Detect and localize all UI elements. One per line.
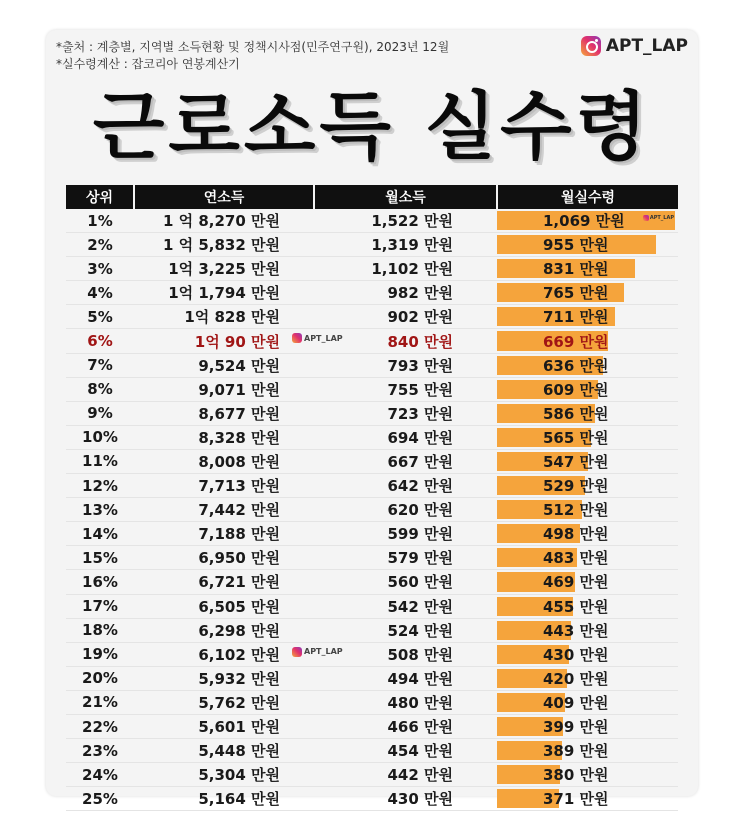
monthly-net-value: 483 만원 bbox=[543, 549, 609, 568]
monthly-net-value: 409 만원 bbox=[543, 693, 609, 712]
table-header-row bbox=[66, 185, 678, 209]
monthly-net-value: 609 만원 bbox=[543, 380, 609, 399]
cell-annual-income: 5,932 만원 bbox=[134, 666, 314, 690]
cell-annual-income: 8,008 만원 bbox=[134, 449, 314, 473]
cell-monthly-net bbox=[497, 498, 678, 522]
monthly-income-value: 442 만원 bbox=[387, 766, 453, 785]
cell-monthly-income bbox=[314, 401, 497, 425]
monthly-income-value: 902 만원 bbox=[387, 308, 453, 327]
watermark-label: APT_LAP bbox=[304, 333, 343, 343]
monthly-income-value: 494 만원 bbox=[387, 669, 453, 688]
cell-annual-income: 6,102 만원 bbox=[134, 642, 314, 666]
cell-rank: 19% bbox=[66, 642, 134, 666]
monthly-net-value: 636 만원 bbox=[543, 356, 609, 375]
page-title: 근로소득 실수령 bbox=[92, 84, 652, 170]
table-row bbox=[66, 401, 678, 425]
monthly-income-value: 793 만원 bbox=[387, 356, 453, 375]
cell-monthly-net bbox=[497, 618, 678, 642]
cell-monthly-income bbox=[314, 425, 497, 449]
table-row bbox=[66, 666, 678, 690]
monthly-net-value: 420 만원 bbox=[543, 669, 609, 688]
cell-monthly-net bbox=[497, 401, 678, 425]
monthly-income-value: 642 만원 bbox=[387, 477, 453, 496]
cell-monthly-income bbox=[314, 233, 497, 257]
monthly-net-value: 380 만원 bbox=[543, 766, 609, 785]
cell-annual-income: 1억 828 만원 bbox=[134, 305, 314, 329]
instagram-handle[interactable] bbox=[581, 36, 688, 56]
monthly-net-value: 443 만원 bbox=[543, 621, 609, 640]
cell-monthly-income bbox=[314, 787, 497, 811]
table-row bbox=[66, 594, 678, 618]
monthly-net-value: 529 만원 bbox=[543, 477, 609, 496]
monthly-net-value: 586 만원 bbox=[543, 404, 609, 423]
cell-rank: 10% bbox=[66, 425, 134, 449]
header-monthly-income: 월소득 bbox=[314, 185, 497, 209]
cell-annual-income: 8,328 만원 bbox=[134, 425, 314, 449]
cell-annual-income: 1억 1,794 만원 bbox=[134, 281, 314, 305]
instagram-icon bbox=[292, 333, 302, 343]
monthly-income-value: 542 만원 bbox=[387, 597, 453, 616]
cell-monthly-income bbox=[314, 546, 497, 570]
cell-rank: 25% bbox=[66, 787, 134, 811]
header-annual-income: 연소득 bbox=[134, 185, 314, 209]
monthly-net-value: 498 만원 bbox=[543, 525, 609, 544]
watermark-label: APT_LAP bbox=[304, 647, 343, 657]
cell-monthly-net bbox=[497, 233, 678, 257]
monthly-net-value: 512 만원 bbox=[543, 501, 609, 520]
monthly-income-value: 1,319 만원 bbox=[371, 236, 453, 255]
cell-annual-income: 7,713 만원 bbox=[134, 474, 314, 498]
cell-monthly-income bbox=[304, 642, 497, 666]
cell-monthly-net bbox=[497, 353, 678, 377]
cell-annual-income: 5,164 만원 bbox=[134, 787, 314, 811]
monthly-net-value: 1,069 만원 bbox=[543, 212, 625, 231]
watermark-label: APT_LAP bbox=[649, 215, 674, 221]
cell-annual-income: 9,524 만원 bbox=[134, 353, 314, 377]
cell-monthly-net bbox=[497, 763, 678, 787]
cell-rank: 4% bbox=[66, 281, 134, 305]
monthly-net-value: 565 만원 bbox=[543, 428, 609, 447]
cell-rank: 6% bbox=[66, 329, 134, 353]
cell-annual-income: 7,442 만원 bbox=[134, 498, 314, 522]
cell-annual-income: 9,071 만원 bbox=[134, 377, 314, 401]
cell-monthly-income bbox=[314, 522, 497, 546]
cell-monthly-net bbox=[497, 714, 678, 738]
table-row bbox=[66, 209, 678, 233]
cell-rank: 21% bbox=[66, 690, 134, 714]
table-row bbox=[66, 763, 678, 787]
income-table bbox=[66, 185, 678, 811]
calculation-note: *실수령계산 : 잡코리아 연봉계산기 bbox=[56, 57, 240, 71]
monthly-income-value: 1,102 만원 bbox=[371, 260, 453, 279]
cell-rank: 8% bbox=[66, 377, 134, 401]
cell-annual-income: 6,950 만원 bbox=[134, 546, 314, 570]
cell-annual-income: 6,505 만원 bbox=[134, 594, 314, 618]
monthly-income-value: 524 만원 bbox=[387, 621, 453, 640]
cell-rank: 2% bbox=[66, 233, 134, 257]
cell-monthly-income bbox=[314, 690, 497, 714]
monthly-net-value: 469 만원 bbox=[543, 573, 609, 592]
cell-rank: 9% bbox=[66, 401, 134, 425]
cell-annual-income: 5,762 만원 bbox=[134, 690, 314, 714]
monthly-income-value: 667 만원 bbox=[387, 452, 453, 471]
cell-monthly-income bbox=[314, 449, 497, 473]
cell-rank: 12% bbox=[66, 474, 134, 498]
monthly-income-value: 982 만원 bbox=[387, 284, 453, 303]
cell-rank: 22% bbox=[66, 714, 134, 738]
table-row bbox=[66, 281, 678, 305]
cell-annual-income: 6,298 만원 bbox=[134, 618, 314, 642]
watermark bbox=[292, 647, 343, 657]
cell-rank: 23% bbox=[66, 739, 134, 763]
table-row bbox=[66, 425, 678, 449]
cell-annual-income: 1억 90 만원 bbox=[134, 329, 314, 353]
watermark bbox=[292, 333, 343, 343]
infographic-card bbox=[46, 30, 698, 809]
cell-annual-income: 1억 3,225 만원 bbox=[134, 257, 314, 281]
cell-rank: 7% bbox=[66, 353, 134, 377]
cell-rank: 5% bbox=[66, 305, 134, 329]
table-row bbox=[66, 787, 678, 811]
cell-annual-income: 5,448 만원 bbox=[134, 739, 314, 763]
cell-rank: 16% bbox=[66, 570, 134, 594]
cell-monthly-net bbox=[497, 594, 678, 618]
cell-monthly-income bbox=[314, 305, 497, 329]
monthly-income-value: 840 만원 bbox=[387, 332, 453, 351]
table-row bbox=[66, 739, 678, 763]
cell-monthly-net bbox=[497, 739, 678, 763]
table-row bbox=[66, 353, 678, 377]
cell-rank: 13% bbox=[66, 498, 134, 522]
cell-monthly-net bbox=[497, 257, 678, 281]
cell-rank: 18% bbox=[66, 618, 134, 642]
instagram-icon bbox=[643, 215, 649, 221]
cell-monthly-income bbox=[314, 594, 497, 618]
cell-annual-income: 1 억 5,832 만원 bbox=[134, 233, 314, 257]
monthly-net-value: 547 만원 bbox=[543, 452, 609, 471]
monthly-net-value: 399 만원 bbox=[543, 718, 609, 737]
cell-rank: 15% bbox=[66, 546, 134, 570]
cell-rank: 24% bbox=[66, 763, 134, 787]
monthly-net-value: 831 만원 bbox=[543, 260, 609, 279]
cell-monthly-net bbox=[497, 449, 678, 473]
monthly-income-value: 1,522 만원 bbox=[371, 212, 453, 231]
cell-rank: 3% bbox=[66, 257, 134, 281]
monthly-net-value: 389 만원 bbox=[543, 742, 609, 761]
monthly-net-value: 669 만원 bbox=[543, 332, 609, 351]
table-row bbox=[66, 498, 678, 522]
cell-annual-income: 8,677 만원 bbox=[134, 401, 314, 425]
monthly-income-value: 508 만원 bbox=[387, 645, 453, 664]
cell-rank: 11% bbox=[66, 449, 134, 473]
cell-monthly-income bbox=[314, 739, 497, 763]
monthly-income-value: 694 만원 bbox=[387, 428, 453, 447]
table-row bbox=[66, 546, 678, 570]
table-row bbox=[66, 522, 678, 546]
header-rank: 상위 bbox=[66, 185, 134, 209]
cell-monthly-net bbox=[497, 474, 678, 498]
cell-monthly-net bbox=[497, 281, 678, 305]
monthly-income-value: 599 만원 bbox=[387, 525, 453, 544]
cell-annual-income: 6,721 만원 bbox=[134, 570, 314, 594]
cell-annual-income: 5,304 만원 bbox=[134, 763, 314, 787]
table-row bbox=[66, 474, 678, 498]
monthly-income-value: 454 만원 bbox=[387, 742, 453, 761]
cell-monthly-income bbox=[314, 474, 497, 498]
handle-label: APT_LAP bbox=[605, 36, 688, 56]
table-row bbox=[66, 570, 678, 594]
table-row bbox=[66, 305, 678, 329]
cell-monthly-net bbox=[497, 690, 678, 714]
monthly-net-value: 955 만원 bbox=[543, 236, 609, 255]
cell-rank: 1% bbox=[66, 209, 134, 233]
table-row bbox=[66, 257, 678, 281]
cell-monthly-net bbox=[497, 642, 678, 666]
monthly-income-value: 480 만원 bbox=[387, 693, 453, 712]
cell-monthly-income bbox=[314, 618, 497, 642]
table-row bbox=[66, 714, 678, 738]
cell-monthly-net bbox=[497, 546, 678, 570]
source-note: *출처 : 계층별, 지역별 소득현황 및 정책시사점(민주연구원), 2023년 12월 bbox=[56, 40, 450, 54]
monthly-net-value: 430 만원 bbox=[543, 645, 609, 664]
cell-annual-income: 7,188 만원 bbox=[134, 522, 314, 546]
instagram-icon bbox=[292, 647, 302, 657]
cell-monthly-income bbox=[314, 257, 497, 281]
monthly-income-value: 430 만원 bbox=[387, 790, 453, 809]
table-row bbox=[66, 642, 678, 666]
monthly-net-value: 455 만원 bbox=[543, 597, 609, 616]
monthly-income-value: 579 만원 bbox=[387, 549, 453, 568]
cell-monthly-income bbox=[314, 498, 497, 522]
cell-monthly-net bbox=[497, 329, 678, 353]
cell-monthly-income bbox=[314, 377, 497, 401]
table-body bbox=[66, 209, 678, 811]
cell-annual-income: 1 억 8,270 만원 bbox=[134, 209, 314, 233]
cell-rank: 17% bbox=[66, 594, 134, 618]
cell-annual-income: 5,601 만원 bbox=[134, 714, 314, 738]
cell-monthly-net bbox=[497, 425, 678, 449]
monthly-net-value: 371 만원 bbox=[543, 790, 609, 809]
table-row bbox=[66, 233, 678, 257]
monthly-income-value: 560 만원 bbox=[387, 573, 453, 592]
header-monthly-net: 월실수령 bbox=[497, 185, 678, 209]
table-row bbox=[66, 690, 678, 714]
cell-monthly-net bbox=[497, 666, 678, 690]
cell-rank: 20% bbox=[66, 666, 134, 690]
cell-monthly-net bbox=[497, 522, 678, 546]
table-row bbox=[66, 618, 678, 642]
monthly-income-value: 466 만원 bbox=[387, 718, 453, 737]
cell-monthly-net bbox=[497, 570, 678, 594]
cell-monthly-income bbox=[314, 570, 497, 594]
table-row bbox=[66, 377, 678, 401]
monthly-income-value: 755 만원 bbox=[387, 380, 453, 399]
cell-monthly-net bbox=[497, 787, 678, 811]
cell-monthly-income bbox=[304, 329, 497, 353]
cell-monthly-income bbox=[314, 763, 497, 787]
monthly-income-value: 620 만원 bbox=[387, 501, 453, 520]
cell-monthly-net bbox=[497, 377, 678, 401]
cell-monthly-net bbox=[497, 305, 678, 329]
cell-monthly-income bbox=[314, 666, 497, 690]
cell-monthly-income bbox=[314, 353, 497, 377]
watermark bbox=[643, 215, 674, 221]
instagram-icon bbox=[581, 36, 601, 56]
cell-monthly-net bbox=[497, 209, 678, 233]
monthly-net-value: 765 만원 bbox=[543, 284, 609, 303]
cell-rank: 14% bbox=[66, 522, 134, 546]
table-row bbox=[66, 449, 678, 473]
cell-monthly-income bbox=[314, 714, 497, 738]
table-row bbox=[66, 329, 678, 353]
monthly-income-value: 723 만원 bbox=[387, 404, 453, 423]
cell-monthly-income bbox=[314, 209, 497, 233]
monthly-net-value: 711 만원 bbox=[543, 308, 609, 327]
cell-monthly-income bbox=[314, 281, 497, 305]
